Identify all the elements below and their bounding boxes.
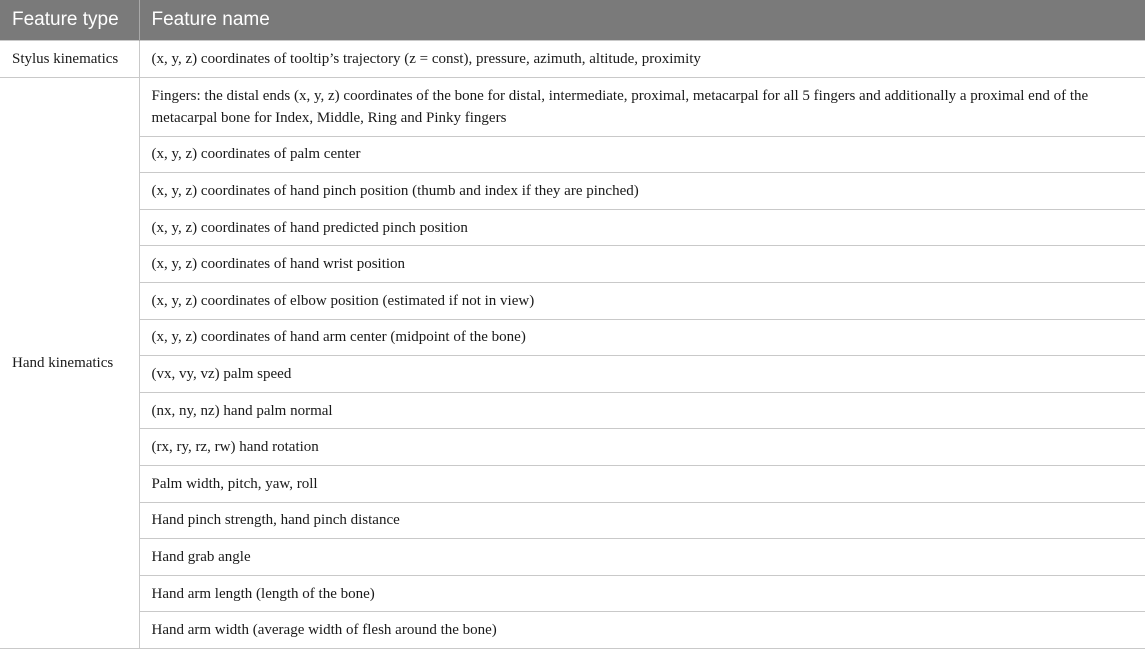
table-row bbox=[0, 465, 1145, 502]
feature-name-cell: (nx, ny, nz) hand palm normal bbox=[139, 392, 1145, 429]
header-feature-name: Feature name bbox=[139, 0, 1145, 41]
feature-name-cell: (x, y, z) coordinates of hand predicted pinch position bbox=[139, 209, 1145, 246]
table-header-row bbox=[0, 0, 1145, 41]
table-row bbox=[0, 209, 1145, 246]
table-row bbox=[0, 246, 1145, 283]
feature-name-cell: Palm width, pitch, yaw, roll bbox=[139, 465, 1145, 502]
table-row bbox=[0, 575, 1145, 612]
feature-name-cell: (x, y, z) coordinates of tooltip’s trajectory (z = const), pressure, azimuth, altitude, proximity bbox=[139, 41, 1145, 78]
feature-name-cell: Hand arm length (length of the bone) bbox=[139, 575, 1145, 612]
feature-name-cell: (x, y, z) coordinates of elbow position (estimated if not in view) bbox=[139, 282, 1145, 319]
feature-name-cell: Hand arm width (average width of flesh around the bone) bbox=[139, 612, 1145, 649]
table-row bbox=[0, 136, 1145, 173]
feature-type-cell: Stylus kinematics bbox=[0, 41, 139, 78]
feature-name-cell: Hand grab angle bbox=[139, 539, 1145, 576]
feature-type-cell: Hand kinematics bbox=[0, 77, 139, 648]
table-row bbox=[0, 612, 1145, 649]
feature-name-cell: (x, y, z) coordinates of hand arm center (midpoint of the bone) bbox=[139, 319, 1145, 356]
feature-name-cell: (vx, vy, vz) palm speed bbox=[139, 356, 1145, 393]
table-row bbox=[0, 502, 1145, 539]
feature-name-cell: (x, y, z) coordinates of palm center bbox=[139, 136, 1145, 173]
feature-name-cell: (rx, ry, rz, rw) hand rotation bbox=[139, 429, 1145, 466]
table-row bbox=[0, 539, 1145, 576]
table-row bbox=[0, 41, 1145, 78]
table-row bbox=[0, 319, 1145, 356]
table-row bbox=[0, 173, 1145, 210]
table-row bbox=[0, 77, 1145, 136]
feature-name-cell: (x, y, z) coordinates of hand pinch position (thumb and index if they are pinched) bbox=[139, 173, 1145, 210]
feature-name-cell: Fingers: the distal ends (x, y, z) coordinates of the bone for distal, intermediate, proximal, metacarpal for all 5 fingers and additionally a proximal end of the metacarpal bone for Index, Middle, Ring and Pinky fingers bbox=[139, 77, 1145, 136]
feature-name-cell: (x, y, z) coordinates of hand wrist position bbox=[139, 246, 1145, 283]
header-feature-type: Feature type bbox=[0, 0, 139, 41]
feature-name-cell: Hand pinch strength, hand pinch distance bbox=[139, 502, 1145, 539]
table-row bbox=[0, 282, 1145, 319]
table-row bbox=[0, 429, 1145, 466]
table-row bbox=[0, 392, 1145, 429]
table-row bbox=[0, 356, 1145, 393]
